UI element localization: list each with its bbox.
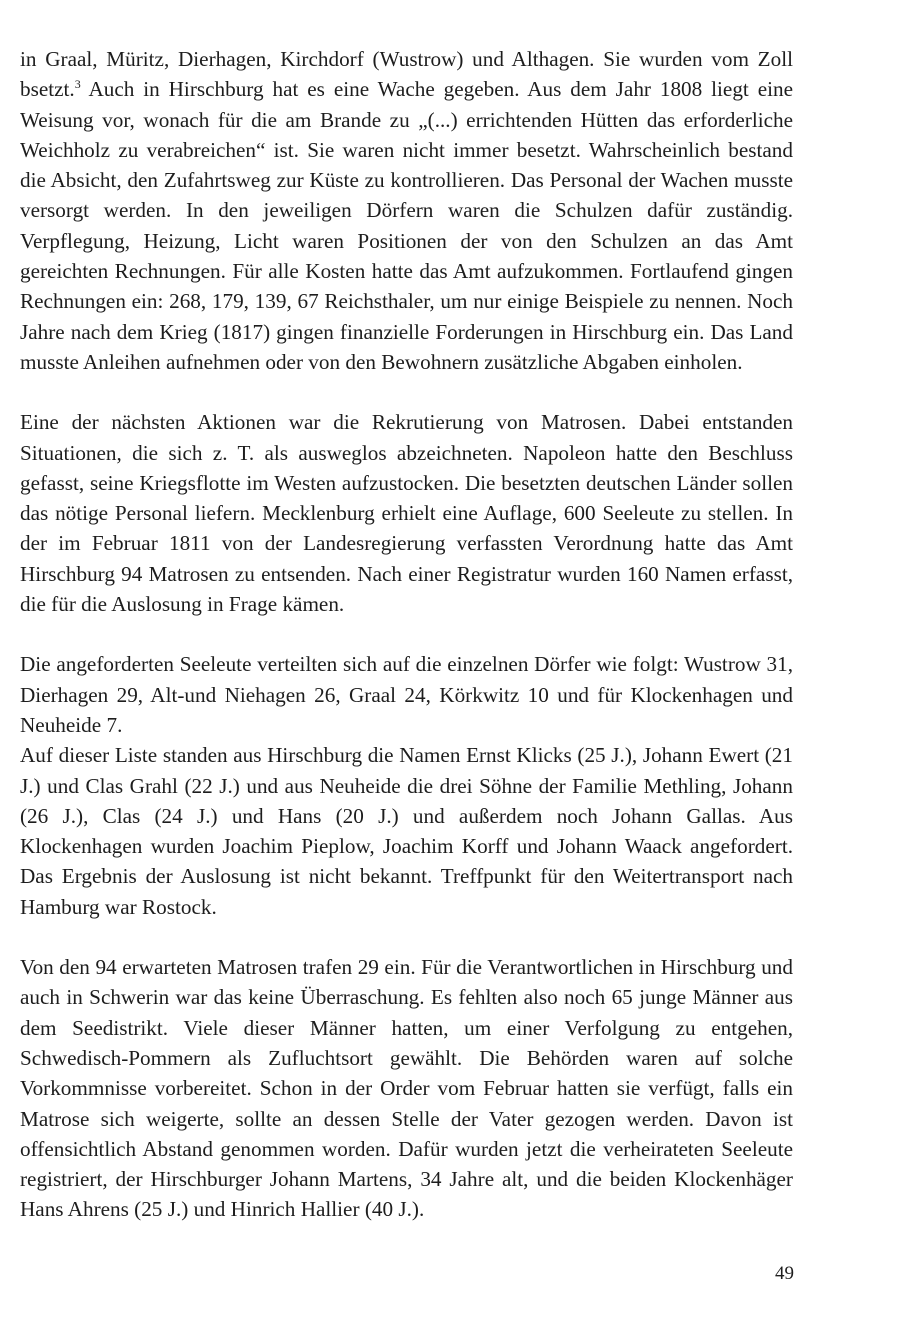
footnote-reference-3: 3 <box>74 77 81 92</box>
paragraph-2: Eine der nächsten Aktionen war die Rekrutierung von Matrosen. Dabei entstanden Situationen, die sich z. T. als ausweglos abzeichneten. Napoleon hatte den Beschluss gefasst, seine Kriegsflotte im Westen aufzustocken. Die besetzten deutschen Länder sollen das nötige Personal liefern. Mecklenburg erhielt eine Auflage, 600 Seeleute zu stellen. In der im Februar 1811 von der Landesregierung verfassten Verordnung hatte das Amt Hirschburg 94 Matrosen zu entsenden. Nach einer Registratur wurden 160 Namen erfasst, die für die Auslosung in Frage kämen. <box>20 410 793 617</box>
paragraph-4: Auf dieser Liste standen aus Hirschburg die Namen Ernst Klicks (25 J.), Johann Ewert (21 J.) und Clas Grahl (22 J.) und aus Neuheide die drei Söhne der Familie Methling, Johann (26 J.), Clas (24 J.) und Hans (20 J.) und außerdem noch Johann Gallas. Aus Klockenhagen wurden Joachim Pieplow, Joachim Korff und Johann Waack angefordert. Das Ergebnis der Auslosung ist nicht bekannt. Treffpunkt für den Weitertransport nach Hamburg war Rostock. <box>20 743 793 919</box>
body-text <box>20 44 793 1225</box>
paragraph-1 <box>20 44 793 377</box>
paragraph-1-text-after-footnote: Auch in Hirschburg hat es eine Wache gegeben. Aus dem Jahr 1808 liegt eine Weisung vor, wonach für die am Brande zu „(...) errichtenden Hütten das erforderliche Weichholz zu verabreichen“ ist. Sie waren nicht immer besetzt. Wahrscheinlich bestand die Absicht, den Zufahrtsweg zur Küste zu kontrollieren. Das Personal der Wachen musste versorgt werden. In den jeweiligen Dörfern waren die Schulzen dafür zuständig. Verpflegung, Heizung, Licht waren Positionen der von den Schulzen an das Amt gereichten Rechnungen. Für alle Kosten hatte das Amt aufzukommen. Fortlaufend gingen Rechnungen ein: 268, 179, 139, 67 Reichsthaler, um nur einige Beispiele zu nennen. Noch Jahre nach dem Krieg (1817) gingen finanzielle Forderungen in Hirschburg ein. Das Land musste Anleihen aufnehmen oder von den Bewohnern zusätzliche Abgaben einholen. <box>20 77 793 374</box>
paragraph-1-text-before-footnote: in Graal, Müritz, Dierhagen, Kirchdorf (Wustrow) und Althagen. Sie wurden vom Zoll bsetzt. <box>20 47 793 102</box>
paragraph-5: Von den 94 erwarteten Matrosen trafen 29 ein. Für die Verantwortlichen in Hirschburg und auch in Schwerin war das keine Überraschung. Es fehlten also noch 65 junge Männer aus dem Seedistrikt. Viele dieser Männer hatten, um einer Verfolgung zu entgehen, Schwedisch-Pommern als Zufluchtsort gewählt. Die Behörden waren auf solche Vorkommnisse vorbereitet. Schon in der Order vom Februar hatten sie verfügt, falls ein Matrose sich weigerte, sollte an dessen Stelle der Vater gezogen werden. Davon ist offensichtlich Abstand genommen worden. Dafür wurden jetzt die verheirateten Seeleute registriert, der Hirschburger Johann Martens, 34 Jahre alt, und die beiden Klockenhäger Hans Ahrens (25 J.) und Hinrich Hallier (40 J.). <box>20 955 793 1222</box>
page-number: 49 <box>775 1263 794 1284</box>
paragraph-3: Die angeforderten Seeleute verteilten sich auf die einzelnen Dörfer wie folgt: Wustrow 31, Dierhagen 29, Alt-und Niehagen 26, Graal 24, Körkwitz 10 und für Klockenhagen und Neuheide 7. <box>20 652 793 737</box>
